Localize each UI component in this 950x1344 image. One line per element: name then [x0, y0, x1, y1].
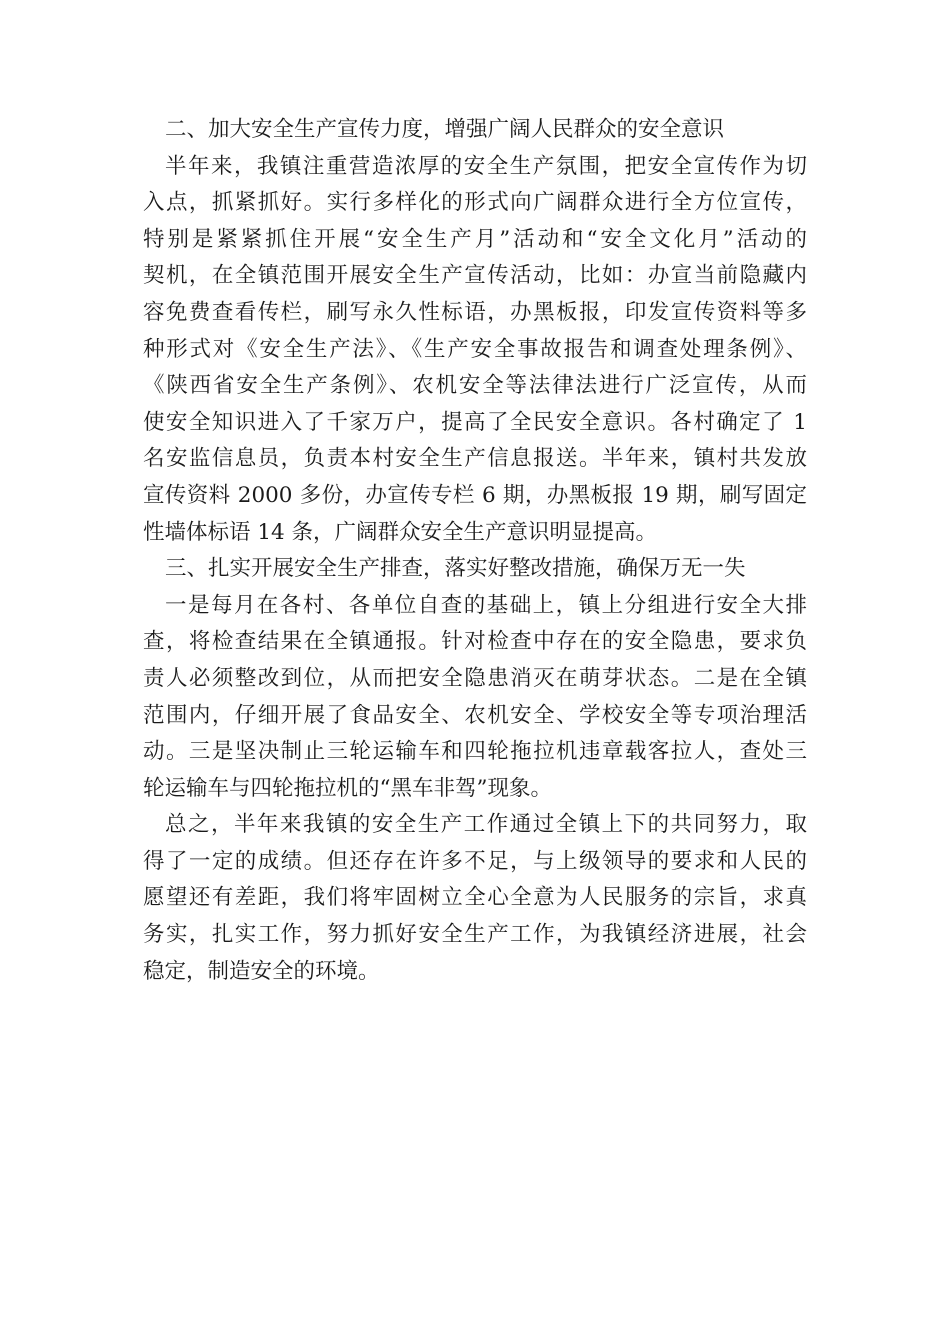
paragraph-line: 得了一定的成绩。但还存在许多不足，与上级领导的要求和人民的 [143, 848, 807, 874]
paragraph-line: 务实，扎实工作，努力抓好安全生产工作，为我镇经济进展，社会 [143, 922, 807, 948]
paragraph-line: 稳定，制造安全的环境。 [143, 958, 380, 984]
paragraph-line: 宣传资料 2000 多份，办宣传专栏 6 期，办黑板报 19 期，刷写固定 [143, 482, 807, 508]
paragraph-line: 入点，抓紧抓好。实行多样化的形式向广阔群众进行全方位宣传， [143, 190, 807, 216]
paragraph-line: 愿望还有差距，我们将牢固树立全心全意为人民服务的宗旨，求真 [143, 885, 807, 911]
paragraph-line: 一是每月在各村、各单位自查的基础上，镇上分组进行安全大排 [165, 592, 807, 618]
paragraph-line: 范围内，仔细开展了食品安全、农机安全、学校安全等专项治理活 [143, 702, 807, 728]
document-body [143, 112, 807, 990]
paragraph-line: 《陕西省安全生产条例》、农机安全等法律法进行广泛宣传，从而 [143, 373, 807, 399]
paragraph-line: 动。三是坚决制止三轮运输车和四轮拖拉机违章载客拉人，查处三 [143, 739, 807, 765]
paragraph-line: 轮运输车与四轮拖拉机的“黑车非驾”现象。 [143, 775, 552, 801]
paragraph-line: 性墙体标语 14 条，广阔群众安全生产意识明显提高。 [143, 519, 658, 545]
paragraph-line: 总之，半年来我镇的安全生产工作通过全镇上下的共同努力，取 [165, 812, 807, 838]
paragraph-line: 特别是紧紧抓住开展“安全生产月”活动和“安全文化月”活动的 [143, 226, 807, 252]
paragraph-line: 使安全知识进入了千家万户，提高了全民安全意识。各村确定了 1 [143, 409, 807, 435]
paragraph-line: 名安监信息员，负责本村安全生产信息报送。半年来，镇村共发放 [143, 446, 807, 472]
paragraph-line: 查，将检查结果在全镇通报。针对检查中存在的安全隐患，要求负 [143, 629, 807, 655]
paragraph-line: 种形式对《安全生产法》、《生产安全事故报告和调查处理条例》、 [143, 336, 807, 362]
section-heading: 二、加大安全生产宣传力度，增强广阔人民群众的安全意识 [165, 117, 725, 142]
paragraph-line: 半年来，我镇注重营造浓厚的安全生产氛围，把安全宣传作为切 [165, 153, 807, 179]
section-heading: 三、扎实开展安全生产排查，落实好整改措施，确保万无一失 [165, 556, 746, 582]
paragraph-line: 容免费查看传栏，刷写永久性标语，办黑板报，印发宣传资料等多 [143, 299, 807, 325]
paragraph-line: 契机，在全镇范围开展安全生产宣传活动，比如：办宣当前隐藏内 [143, 263, 807, 289]
paragraph-line: 责人必须整改到位，从而把安全隐患消灭在萌芽状态。二是在全镇 [143, 665, 807, 691]
